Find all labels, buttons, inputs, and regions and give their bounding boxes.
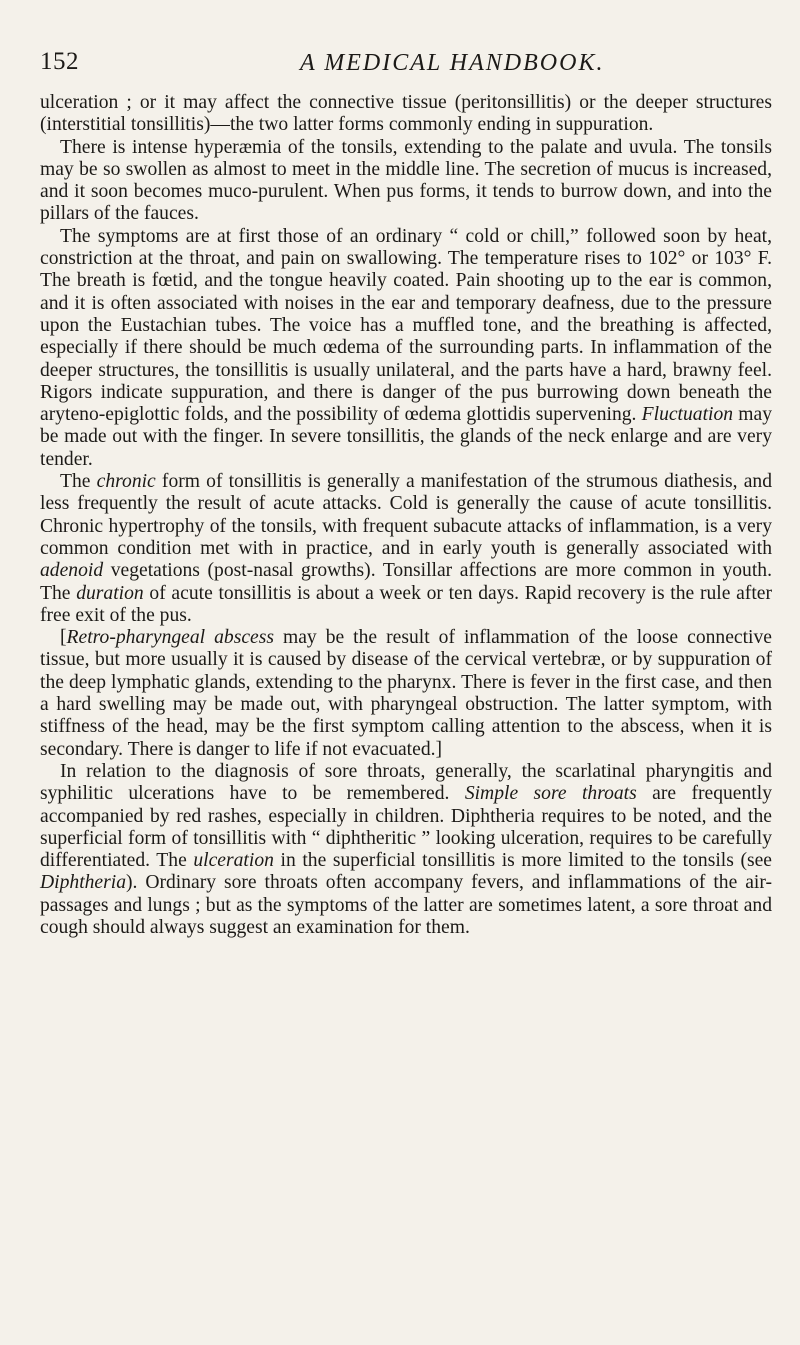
page-number: 152 bbox=[40, 48, 79, 75]
running-head: A MEDICAL HANDBOOK. bbox=[300, 50, 605, 76]
paragraph: There is intense hyperæmia of the tonsils, extending to the palate and uvula. The tonsils may be so swollen as almost to meet in the middle line. The secretion of mucus is increased, and it soon becomes muco-purulent. When pus forms, it tends to burrow down, and into the pillars of the fauces. bbox=[40, 136, 772, 225]
emphasis: ulceration bbox=[193, 850, 274, 872]
paragraph: The symptoms are at first those of an ordinary “ cold or chill,” followed soon by heat, constriction at the throat, and pain on swallowing. The temperature rises to 102° or 103° F. The breath is fœtid, and the tongue heavily coated. Pain shooting up to the ear is common, and it is often associated with noises in the ear and temporary deafness, due to the pressure upon the Eustachian tubes. The voice has a muffled tone, and the breathing is affected, especially if there should be much œdema of the surrounding parts. In inflammation of the deeper structures, the tonsillitis is usually unilateral, and the parts have a hard, brawny feel. Rigors indicate suppuration, and there is danger of the pus burrowing down beneath the aryteno-epiglottic folds, and the possibility of œdema glottidis supervening. Fluctuation may be made out with the finger. In severe tonsillitis, the glands of the neck enlarge and are very tender. bbox=[40, 225, 773, 470]
emphasis: duration bbox=[76, 582, 144, 604]
emphasis: Diphtheria bbox=[40, 872, 126, 894]
body-text bbox=[40, 92, 772, 939]
paragraph: ulceration ; or it may affect the connective tissue (peritonsillitis) or the deeper structures (interstitial tonsillitis)—the two latter forms commonly ending in suppuration. bbox=[40, 92, 772, 136]
paragraph: The chronic form of tonsillitis is generally a manifestation of the strumous diathesis, and less frequently the result of acute attacks. Cold is generally the cause of acute tonsillitis. Chronic hypertrophy of the tonsils, with frequent subacute attacks of inflammation, is a very common condition met with in practice, and in early youth is generally associated with adenoid vegetations (post-nasal growths). Tonsillar affections are more common in youth. The duration of acute tonsillitis is about a week or ten days. Rapid recovery is the rule after free exit of the pus. bbox=[40, 471, 773, 626]
paragraph: In relation to the diagnosis of sore throats, generally, the scarlatinal pharyngitis and syphilitic ulcerations have to be remembered. Simple sore throats are frequently accompanied by red rashes, especially in children. Diphtheria requires to be noted, and the superficial form of tonsillitis with “ diphtheritic ” looking ulceration, requires to be carefully differentiated. The ulceration in the superficial tonsillitis is more limited to the tonsils (see Diphtheria). Ordinary sore throats often accompany fevers, and inflammations of the air-passages and lungs ; but as the symptoms of the latter are sometimes latent, a sore throat and cough should always suggest an examination for them. bbox=[40, 760, 772, 938]
page-header bbox=[40, 48, 772, 92]
paragraph: [Retro-pharyngeal abscess may be the result of inflammation of the loose connective tissue, but more usually it is caused by disease of the cervical vertebræ, or by suppuration of the deep lymphatic glands, extending to the pharynx. There is fever in the first case, and then a hard swelling may be made out, with pharyngeal obstruction. The latter symptom, with stiffness of the head, may be the first symptom calling attention to the abscess, when it is secondary. There is danger to life if not evacuated.] bbox=[40, 627, 772, 760]
emphasis: Simple sore throats bbox=[464, 783, 637, 805]
emphasis: chronic bbox=[96, 471, 156, 493]
emphasis: adenoid bbox=[40, 560, 104, 582]
emphasis: Retro-pharyngeal abscess bbox=[66, 627, 274, 649]
emphasis: Fluctuation bbox=[641, 404, 734, 426]
